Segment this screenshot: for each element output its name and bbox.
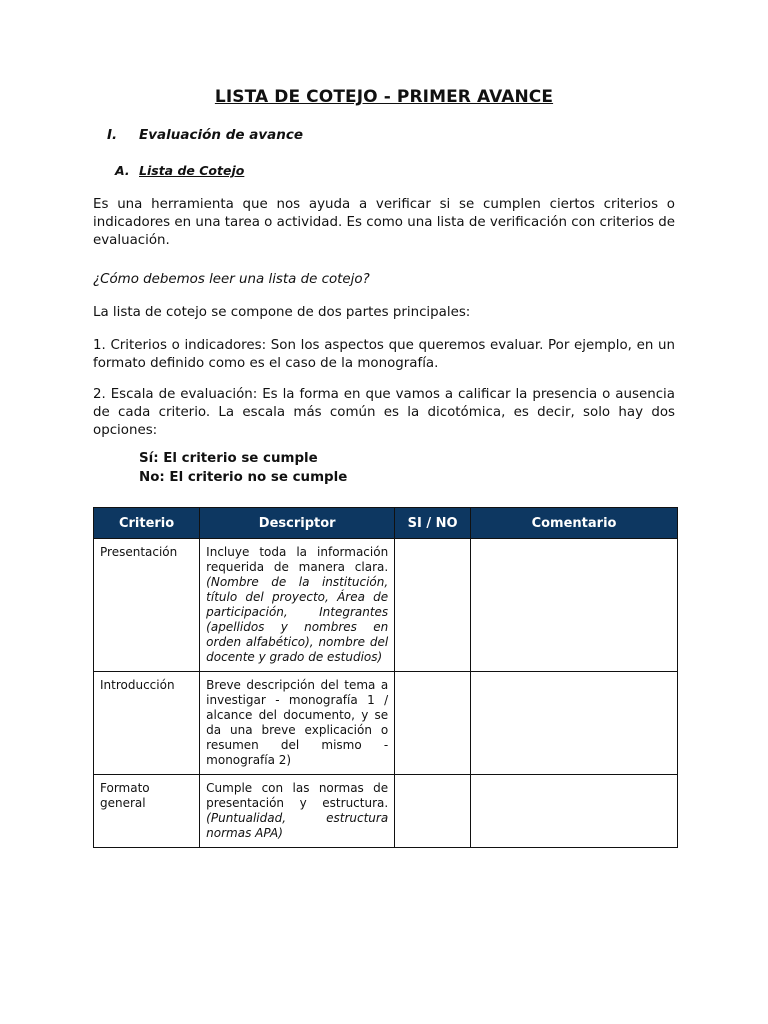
cell-descriptor (200, 539, 395, 672)
section-title: Evaluación de avance (139, 127, 304, 143)
table-row (94, 672, 678, 775)
checklist-table (93, 507, 678, 848)
part2-paragraph: 2. Escala de evaluación: Es la forma en que vamos a calificar la presencia o ausencia de cada criterio. La escala más común es la dicotómica, es decir, solo hay dos opciones: (93, 387, 675, 438)
descriptor-text: Breve descripción del tema a investigar - monografía 1 / alcance del documento, y se da una breve explicación o resumen del mismo - monografía 2) (206, 678, 389, 767)
header-si-no: SI / NO (395, 508, 471, 539)
document-title: LISTA DE COTEJO - PRIMER AVANCE (214, 87, 554, 107)
intro-paragraph: Es una herramienta que nos ayuda a verificar si se cumplen ciertos criterios o indicadores en una tarea o actividad. Es como una lista de verificación con criterios de evaluación. (93, 197, 675, 248)
part1-paragraph: 1. Criterios o indicadores: Son los aspectos que queremos evaluar. Por ejemplo, en un formato definido como es el caso de la monografía. (93, 338, 675, 371)
cell-comentario[interactable] (471, 672, 678, 775)
section-number: I. (107, 127, 118, 143)
subsection-title: Lista de Cotejo (139, 163, 245, 178)
subsection-heading (93, 163, 244, 178)
descriptor-text: Incluye toda la información requerida de manera clara. (206, 545, 389, 574)
descriptor-text: Cumple con las normas de presentación y estructura. (206, 781, 389, 810)
cell-si-no[interactable] (395, 775, 471, 848)
section-heading (93, 127, 303, 143)
table-header-row (94, 508, 678, 539)
cell-si-no[interactable] (395, 539, 471, 672)
subsection-letter: A. (115, 163, 130, 178)
header-criterio: Criterio (94, 508, 200, 539)
header-comentario: Comentario (471, 508, 678, 539)
descriptor-note: (Nombre de la institución, título del proyecto, Área de participación, Integrantes (apellidos y nombres en orden alfabético), nombre del docente y grado de estudios) (206, 575, 389, 664)
descriptor-note: (Puntualidad, estructura normas APA) (206, 811, 389, 840)
table-row (94, 539, 678, 672)
cell-criterio: Presentación (94, 539, 200, 672)
parts-intro-paragraph: La lista de cotejo se compone de dos partes principales: (93, 305, 471, 320)
table-row (94, 775, 678, 848)
cell-si-no[interactable] (395, 672, 471, 775)
question-line: ¿Cómo debemos leer una lista de cotejo? (93, 272, 370, 287)
cell-comentario[interactable] (471, 775, 678, 848)
cell-descriptor (200, 775, 395, 848)
cell-descriptor (200, 672, 395, 775)
option-no: No: El criterio no se cumple (139, 470, 348, 485)
option-yes: Sí: El criterio se cumple (139, 451, 318, 466)
cell-comentario[interactable] (471, 539, 678, 672)
header-descriptor: Descriptor (200, 508, 395, 539)
cell-criterio: Introducción (94, 672, 200, 775)
cell-criterio: Formato general (94, 775, 200, 848)
